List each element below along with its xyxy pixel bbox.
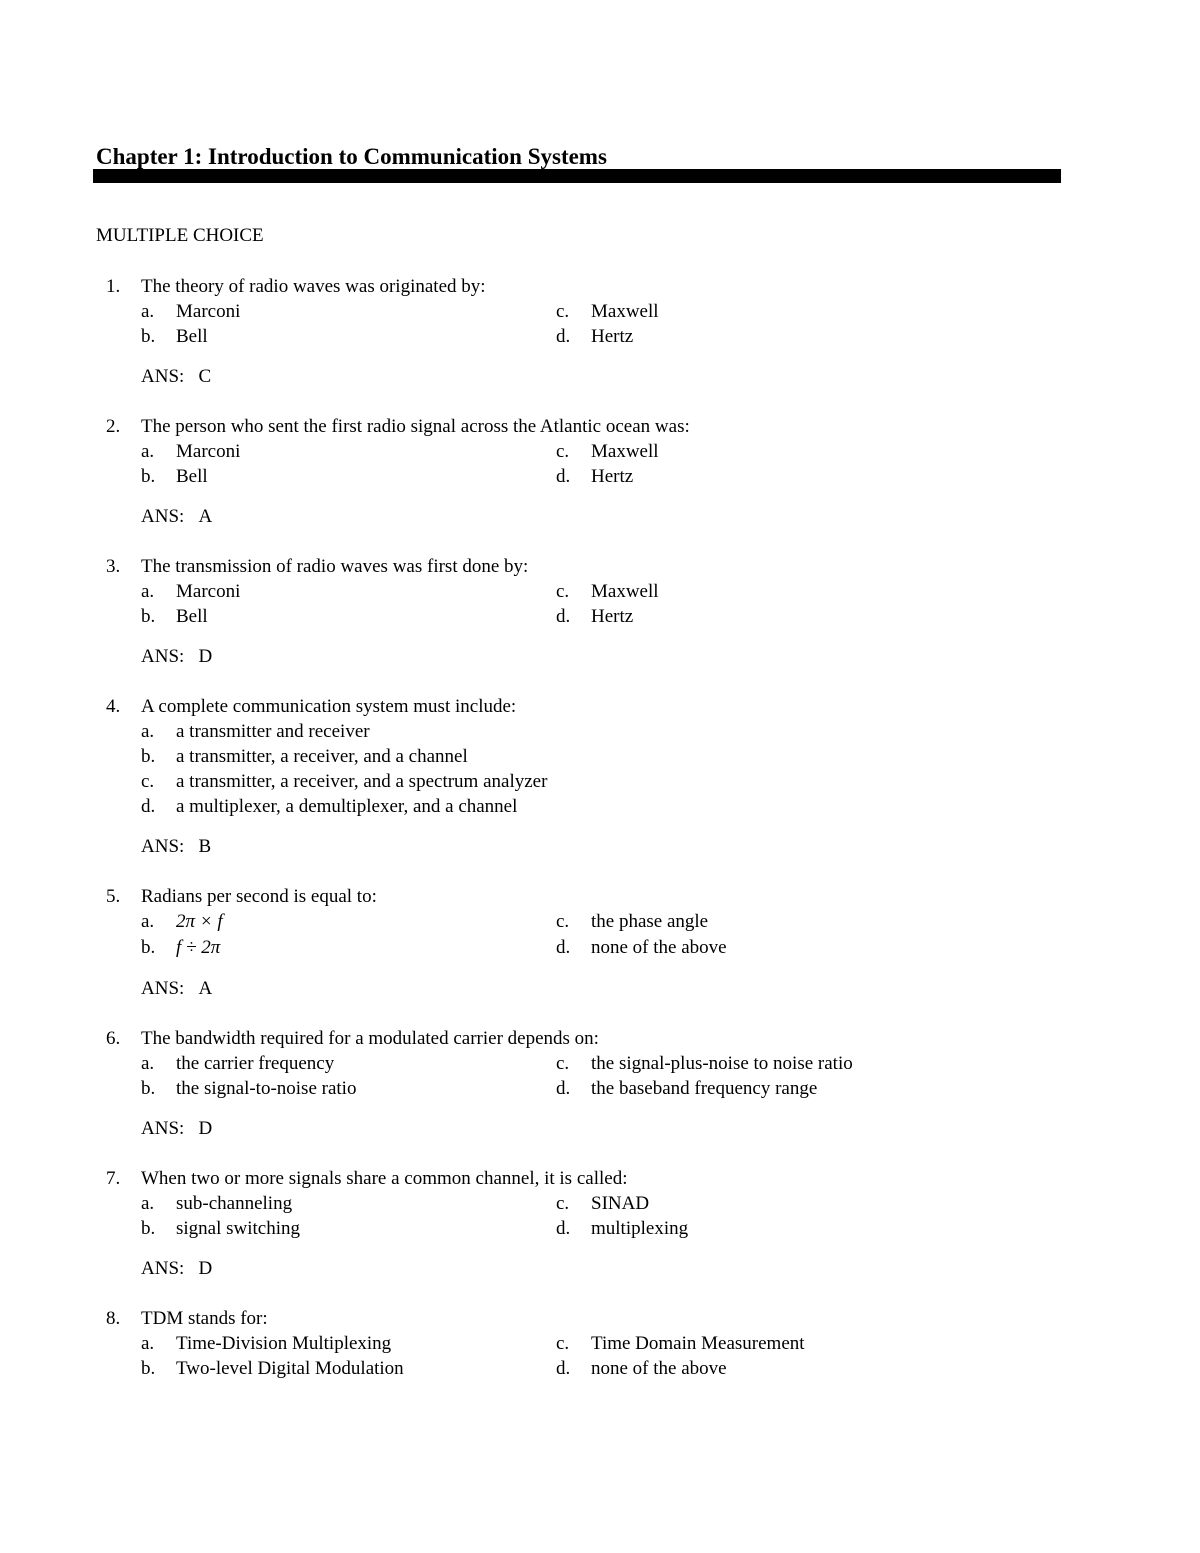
option-text: none of the above <box>591 1358 727 1379</box>
option-letter: a. <box>141 721 155 742</box>
option-text: sub-channeling <box>176 1193 293 1214</box>
question-stem: The person who sent the first radio signal across the Atlantic ocean was: <box>141 416 690 437</box>
option-letter: a. <box>141 911 155 932</box>
question-stem: Radians per second is equal to: <box>141 886 377 907</box>
answer-prefix: ANS: <box>141 506 185 527</box>
option-letter: b. <box>141 1218 156 1239</box>
option-letter: b. <box>141 937 156 958</box>
option-text: a multiplexer, a demultiplexer, and a channel <box>176 796 518 817</box>
option-letter: d. <box>556 326 571 347</box>
option-letter: b. <box>141 466 156 487</box>
option-text: none of the above <box>591 937 727 958</box>
option-text: signal switching <box>176 1218 301 1239</box>
option-letter: c. <box>556 1333 570 1354</box>
option-letter: c. <box>556 911 570 932</box>
option-text: a transmitter, a receiver, and a channel <box>176 746 468 767</box>
option-text: Maxwell <box>591 581 659 602</box>
option-text: Marconi <box>176 301 241 322</box>
answer-prefix: ANS: <box>141 1118 185 1139</box>
option-text: Hertz <box>591 466 634 487</box>
option-letter: c. <box>141 771 155 792</box>
question-stem: TDM stands for: <box>141 1308 268 1329</box>
option-text: multiplexing <box>591 1218 689 1239</box>
question-stem: When two or more signals share a common channel, it is called: <box>141 1168 628 1189</box>
answer-line <box>141 834 211 859</box>
option-letter: a. <box>141 1193 155 1214</box>
answer-value: D <box>198 1118 213 1139</box>
option-letter: d. <box>556 937 571 958</box>
option-text: the signal-to-noise ratio <box>176 1078 357 1099</box>
question-stem: The transmission of radio waves was first done by: <box>141 556 529 577</box>
option-text: f ÷ 2π <box>176 937 221 958</box>
question-number: 7. <box>106 1168 121 1189</box>
answer-value: A <box>198 978 213 999</box>
question-stem: The theory of radio waves was originated by: <box>141 276 486 297</box>
option-letter: c. <box>556 441 570 462</box>
option-letter: a. <box>141 1053 155 1074</box>
answer-value: D <box>198 1258 213 1279</box>
option-letter: d. <box>556 1358 571 1379</box>
option-text: 2π × f <box>176 911 223 932</box>
question-number: 6. <box>106 1028 121 1049</box>
option-letter: b. <box>141 746 156 767</box>
option-letter: d. <box>556 1218 571 1239</box>
option-text: a transmitter and receiver <box>176 721 370 742</box>
option-text: a transmitter, a receiver, and a spectrum analyzer <box>176 771 548 792</box>
answer-line <box>141 644 212 669</box>
option-text: Bell <box>176 326 208 347</box>
option-text: Bell <box>176 466 208 487</box>
option-letter: c. <box>556 301 570 322</box>
answer-line <box>141 1116 212 1141</box>
option-text: the carrier frequency <box>176 1053 335 1074</box>
option-letter: b. <box>141 1358 156 1379</box>
option-text: Time-Division Multiplexing <box>176 1333 392 1354</box>
question-number: 8. <box>106 1308 121 1329</box>
option-text: the baseband frequency range <box>591 1078 818 1099</box>
question-stem: The bandwidth required for a modulated carrier depends on: <box>141 1028 599 1049</box>
answer-line <box>141 504 212 529</box>
option-text: Hertz <box>591 606 634 627</box>
option-letter: d. <box>556 606 571 627</box>
option-letter: a. <box>141 441 155 462</box>
option-text: Maxwell <box>591 441 659 462</box>
answer-prefix: ANS: <box>141 836 185 857</box>
option-letter: b. <box>141 326 156 347</box>
answer-prefix: ANS: <box>141 1258 185 1279</box>
question-number: 1. <box>106 276 121 297</box>
answer-value: D <box>198 646 213 667</box>
option-text: Marconi <box>176 581 241 602</box>
option-text: Two-level Digital Modulation <box>176 1358 404 1379</box>
answer-line <box>141 976 212 1001</box>
option-letter: c. <box>556 581 570 602</box>
option-letter: d. <box>556 466 571 487</box>
answer-value: C <box>198 366 212 387</box>
question-stem: A complete communication system must include: <box>141 696 517 717</box>
option-letter: c. <box>556 1193 570 1214</box>
answer-value: A <box>198 506 213 527</box>
answer-prefix: ANS: <box>141 978 185 999</box>
answer-value: B <box>198 836 212 857</box>
answer-line <box>141 364 211 389</box>
option-text: the phase angle <box>591 911 709 932</box>
option-text: Maxwell <box>591 301 659 322</box>
option-text: Hertz <box>591 326 634 347</box>
option-text: Marconi <box>176 441 241 462</box>
answer-prefix: ANS: <box>141 646 185 667</box>
section-heading: MULTIPLE CHOICE <box>96 225 264 246</box>
option-letter: c. <box>556 1053 570 1074</box>
option-text: Bell <box>176 606 208 627</box>
question-number: 4. <box>106 696 121 717</box>
option-letter: d. <box>556 1078 571 1099</box>
option-letter: d. <box>141 796 156 817</box>
option-text: Time Domain Measurement <box>591 1333 805 1354</box>
option-letter: a. <box>141 581 155 602</box>
option-letter: b. <box>141 1078 156 1099</box>
answer-line <box>141 1256 212 1281</box>
title-rule <box>93 169 1061 183</box>
option-letter: a. <box>141 1333 155 1354</box>
option-letter: a. <box>141 301 155 322</box>
option-letter: b. <box>141 606 156 627</box>
answer-prefix: ANS: <box>141 366 185 387</box>
question-number: 2. <box>106 416 121 437</box>
question-number: 5. <box>106 886 121 907</box>
option-text: SINAD <box>591 1193 650 1214</box>
chapter-title: Chapter 1: Introduction to Communication Systems <box>96 144 607 169</box>
option-text: the signal-plus-noise to noise ratio <box>591 1053 853 1074</box>
question-number: 3. <box>106 556 121 577</box>
